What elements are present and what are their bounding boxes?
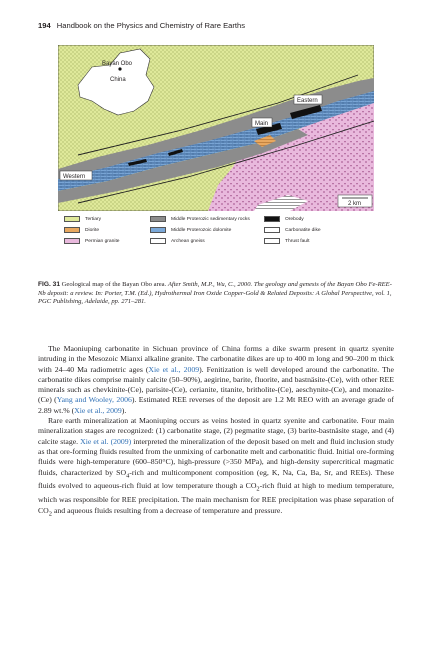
legend-archean-gneiss xyxy=(150,238,205,244)
legend-label: Middle Proterozoic dolomite xyxy=(171,227,232,233)
page-number: 194 xyxy=(38,21,51,30)
scale-label: 2 km xyxy=(348,201,362,207)
legend-label: Orebody xyxy=(285,216,304,222)
legend-label: Permian granite xyxy=(85,238,120,244)
geological-map xyxy=(58,45,374,211)
legend-permian-granite xyxy=(64,238,120,244)
legend-diorite xyxy=(64,227,99,233)
dolomite-swatch xyxy=(150,227,166,233)
caption-text: Geological map of the Bayan Obo area. xyxy=(61,281,167,288)
legend-label: Archean gneiss xyxy=(171,238,205,244)
inset-label-china: China xyxy=(110,77,126,83)
book-title: Handbook on the Physics and Chemistry of Rare Earths xyxy=(56,21,246,30)
legend-dolomite xyxy=(150,227,231,233)
legend-label: Middle Proterozic sedimentary rocks xyxy=(171,216,250,222)
running-head xyxy=(38,21,245,30)
legend-label: Carbonatite dike xyxy=(285,227,321,233)
citation-link[interactable]: Xie et al., 2009 xyxy=(74,405,122,415)
sedimentary-swatch xyxy=(150,216,166,222)
region-label-main: Main xyxy=(255,121,269,127)
caption-source: After Smith, M.P., Wu, C., 2000. The geology and genesis of the Bayan Obo Fe-REE-Nb deposit: a review. In: Porter, T.M. (Ed.), Hydrothermal Iron Oxide Copper-Gold & Related Deposits: A Global Perspective, vol. 1, PGC Publishing, Adelaide, pp. 271–281. xyxy=(38,281,392,306)
legend-label: Diorite xyxy=(85,227,100,233)
carbonatite-dike-swatch xyxy=(264,227,280,233)
legend-carbonatite-dike xyxy=(264,227,321,233)
region-label-western: Western xyxy=(63,174,86,180)
figure-label: FIG. 31 xyxy=(38,281,60,288)
orebody-swatch xyxy=(264,216,280,222)
legend-thrust-fault xyxy=(264,238,309,244)
inset-label-bayan-obo: Bayan Obo xyxy=(102,61,133,67)
legend-orebody xyxy=(264,216,304,222)
paragraph: Rare earth mineralization at Maoniuping occurs as veins hosted in quartz syenite and carbonatite. Four main mineralization stages are recognized: (1) carbonatite stage, (2) pegmatite stage, (3) barite-bastnäsite stage, and (4) calcite stage. Xie et al. (2009) interpreted the mineralization of the deposit based on melt and fluid inclusion study as that ore-forming fluids resulted from the unmixing of carbonatite melt and carbonatitic fluid. Initial ore-forming fluids were high-temperature (600–850°C), high-pressure (>350 MPa), and high-density supercritical magmatic fluids, characterized by $SO_4$-rich and multicomponent composition (eg, K, Na, Ca, Ba, Sr, and REEs). These fluids evolved to aqueous-rich fluid at low temperature though a $CO_2$-rich fluid at high to medium temperature, which was responsible for REE precipitation. The main mechanism for REE precipitation was phase separation of $CO_2$ and aqueous fluids resulting from a decrease of temperature and pressure. xyxy=(38,416,394,518)
legend-label: Tertiary xyxy=(85,216,102,222)
citation-link[interactable]: Yang and Wooley, 2006 xyxy=(56,395,132,405)
paragraph: The Maoniuping carbonatite in Sichuan province of China forms a dike swarm present in quartz syenite intruding in the Mesozoic Mianxi alkaline granite. The carbonatite dikes are up to 400 m long and 90–200 m thick with 24–40 Ma radiometric ages (Xie et al., 2009). Fenitization is well developed around the carbonatite. The carbonatite dikes comprise mainly calcite (50–90%), aegirine, barite, fluorite, and bastnäsite-(Ce), with other REE minerals such as chevkinite-(Ce), parisite-(Ce), cerianite, titanite, britholite-(Ce), aeschynite-(Ce), and monazite-(Ce) (Yang and Wooley, 2006). Estimated REE reverses of the deposit are 1.2 Mt REO with an average grade of 2.89 wt.% (Xie et al., 2009). xyxy=(38,344,395,415)
region-label-eastern: Eastern xyxy=(297,98,318,104)
figure-caption xyxy=(38,281,394,307)
citation-link[interactable]: Xie et al. (2009) xyxy=(80,436,132,446)
permian-granite-swatch xyxy=(64,238,80,244)
thrust-fault-swatch xyxy=(264,238,280,244)
tertiary-swatch xyxy=(64,216,80,222)
legend-middle-sedimentary xyxy=(150,216,250,222)
bayan-obo-location xyxy=(118,67,121,70)
legend-label: Thrust fault xyxy=(285,238,310,244)
map-legend xyxy=(64,216,384,274)
diorite-swatch xyxy=(64,227,80,233)
archean-gneiss-swatch xyxy=(150,238,166,244)
citation-link[interactable]: Xie et al., 2009 xyxy=(148,364,200,374)
legend-tertiary xyxy=(64,216,101,222)
body-text xyxy=(38,344,394,519)
